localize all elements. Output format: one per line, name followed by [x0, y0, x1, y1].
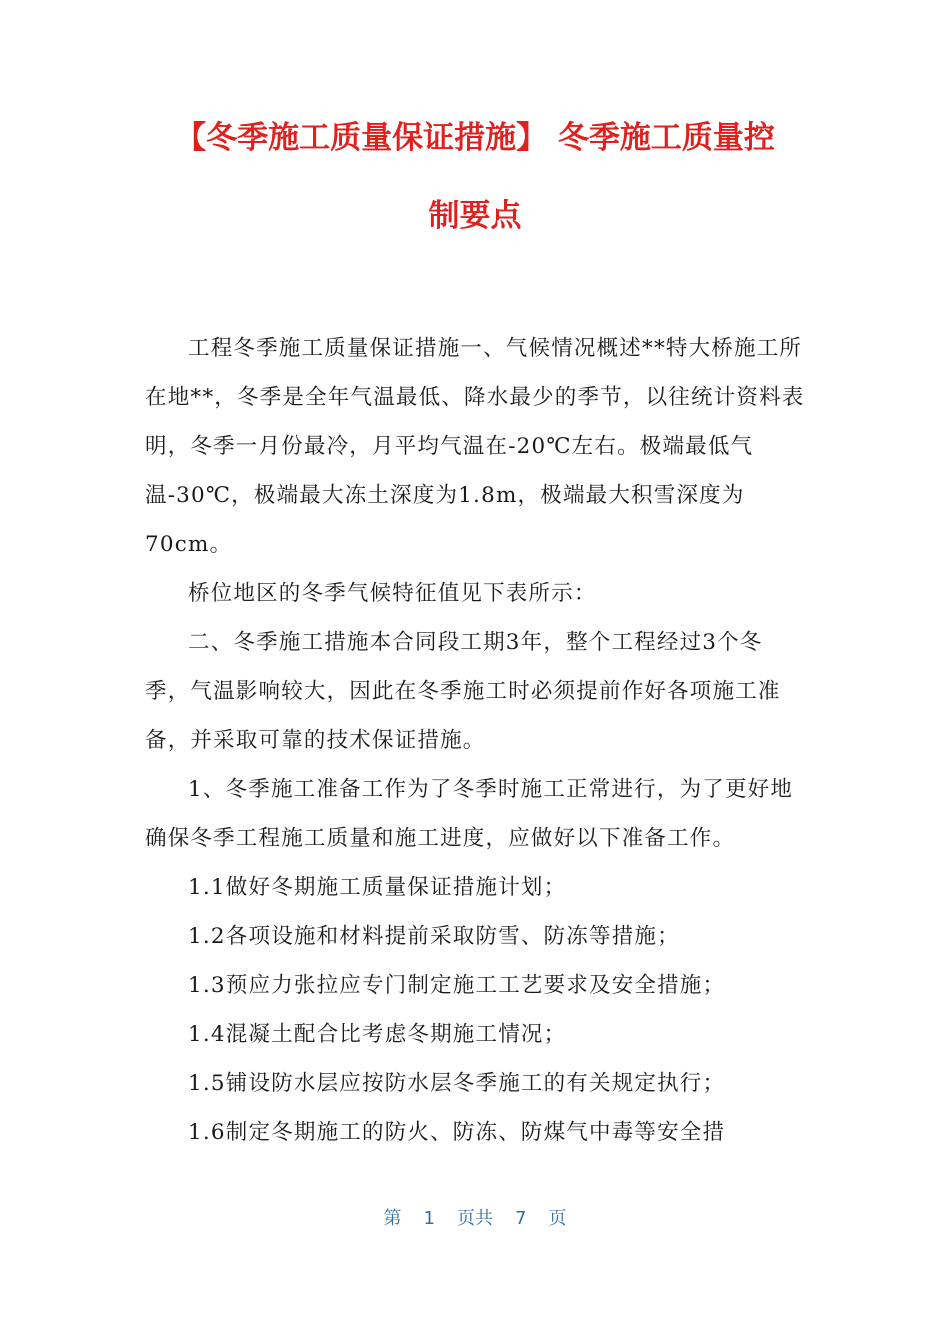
- paragraph: 工程冬季施工质量保证措施一、气候情况概述**特大桥施工所在地**，冬季是全年气温最低、降水最少的季节，以往统计资料表明，冬季一月份最冷，月平均气温在-20℃左右。极端最低气温-30℃，极端最大冻土深度为1.8m，极端最大积雪深度为70cm。: [145, 336, 805, 557]
- footer-suffix: 页: [548, 1208, 567, 1229]
- paragraph: 1.1做好冬期施工质量保证措施计划；: [188, 875, 567, 900]
- paragraph: 二、冬季施工措施本合同段工期3年，整个工程经过3个冬季，气温影响较大，因此在冬季施工时必须提前作好各项施工准备，并采取可靠的技术保证措施。: [145, 630, 781, 753]
- page-footer: [0, 1205, 950, 1233]
- paragraph: 1.4混凝土配合比考虑冬期施工情况；: [188, 1022, 567, 1047]
- paragraph: 1.2各项设施和材料提前采取防雪、防冻等措施；: [188, 924, 680, 949]
- paragraph: 1.5铺设防水层应按防水层冬季施工的有关规定执行；: [188, 1071, 726, 1096]
- footer-page-number: 1: [423, 1208, 435, 1229]
- footer-prefix: 第: [383, 1208, 402, 1229]
- document-title-line-2: 制要点: [428, 198, 522, 234]
- document-body: [145, 324, 805, 1157]
- document-title-line-1: 【冬季施工质量保证措施】 冬季施工质量控: [175, 120, 775, 156]
- paragraph: 1.3预应力张拉应专门制定施工工艺要求及安全措施；: [188, 973, 726, 998]
- footer-total-pages: 7: [515, 1208, 527, 1229]
- paragraph: 1.6制定冬期施工的防火、防冻、防煤气中毒等安全措: [188, 1120, 726, 1145]
- paragraph: 桥位地区的冬季气候特征值见下表所示：: [188, 581, 597, 606]
- paragraph: 1、冬季施工准备工作为了冬季时施工正常进行，为了更好地确保冬季工程施工质量和施工进度，应做好以下准备工作。: [145, 777, 794, 851]
- footer-middle: 页共: [457, 1208, 493, 1229]
